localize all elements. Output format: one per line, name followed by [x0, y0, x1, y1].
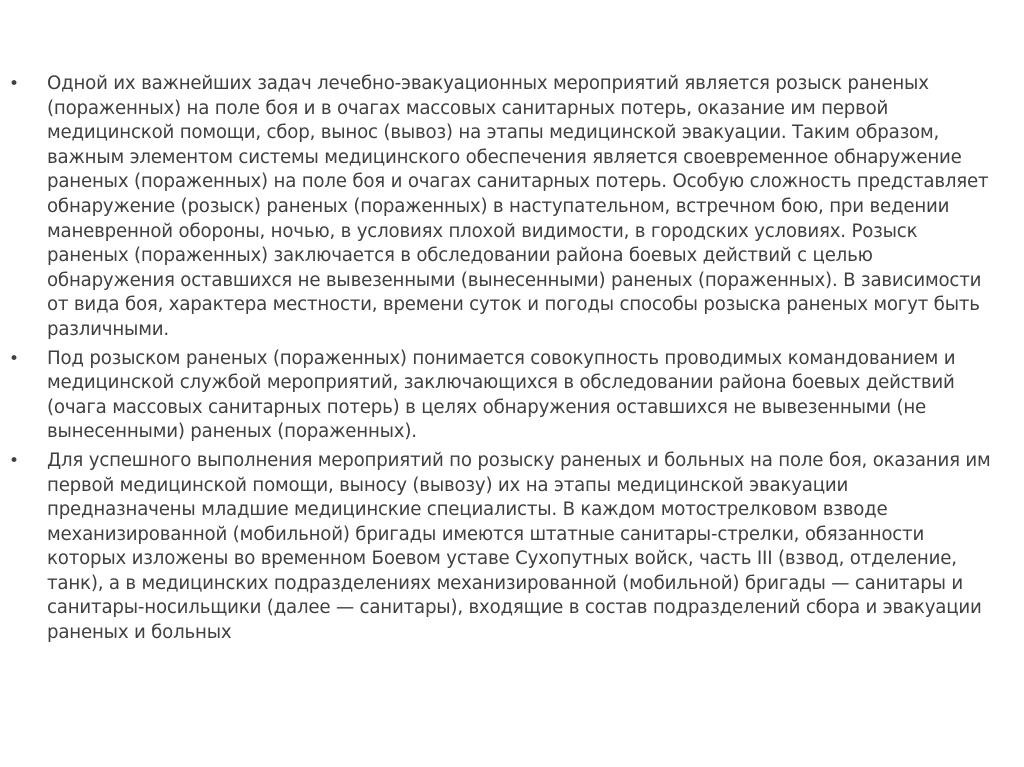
bullet-item-1 [0, 72, 1024, 343]
bullet-marker: • [9, 74, 20, 94]
bullet-item-2 [0, 347, 1024, 445]
bullet-text-1: Одной их важнейших задач лечебно-эвакуационных мероприятий является розыск раненых (пораженных) на поле боя и в очагах массовых санитарных потерь, оказание им первой медицинской помощи, сбор, вынос (вывоз) на этапы медицинской эвакуации. Таким образом, важным элементом системы медицинского обеспечения является своевременное обнаружение раненых (пораженных) на поле боя и очагах санитарных потерь. Особую сложность представляет обнаружение (розыск) раненых (пораженных) в наступательном, встречном бою, при ведении маневренной обороны, ночью, в условиях плохой видимости, в городских условиях. Розыск раненых (пораженных) заключается в обследовании района боевых действий с целью обнаружения оставшихся не вывезенными (вынесенными) раненых (пораженных). В зависимости от вида боя, характера местности, времени суток и погоды способы розыска раненых могут быть различными. [47, 73, 989, 340]
bullet-list [0, 72, 1024, 650]
bullet-text-3: Для успешного выполнения мероприятий по розыску раненых и больных на поле боя, оказания им первой медицинской помощи, выносу (вывозу) их на этапы медицинской эвакуации предназначены младшие медицинские специалисты. В каждом мотострелковом взводе механизированной (мобильной) бригады имеются штатные санитары-стрелки, обязанности которых изложены во временном Боевом уставе Сухопутных войск, часть III (взвод, отделение, танк), а в медицинских подразделениях механизированной (мобильной) бригады — санитары и санитары-носильщики (далее — санитары), входящие в состав подразделений сбора и эвакуации раненых и больных [47, 449, 991, 644]
bullet-item-3 [0, 449, 1024, 646]
bullet-text-2: Под розыском раненых (пораженных) понимается совокупность проводимых командованием и медицинской службой мероприятий, заключающихся в обследовании района боевых действий (очага массовых санитарных потерь) в целях обнаружения оставшихся не вывезенными (не вынесенными) раненых (пораженных). [47, 347, 956, 443]
bullet-marker: • [9, 450, 20, 471]
bullet-marker: • [9, 348, 20, 369]
